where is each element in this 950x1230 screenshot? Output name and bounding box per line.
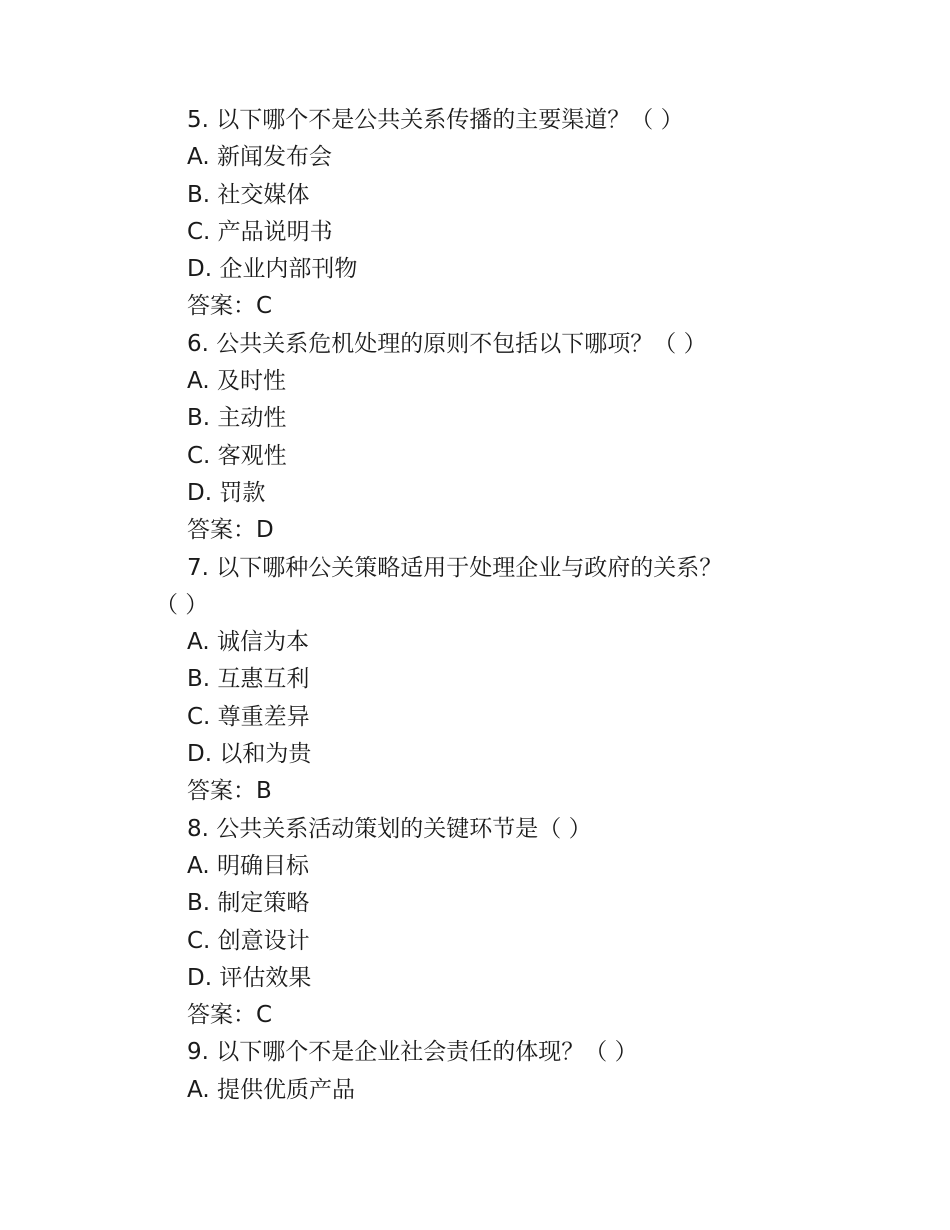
question-9-stem: 9. 以下哪个不是企业社会责任的体现？（ ） [187,1039,638,1066]
question-5-option-a: A. 新闻发布会 [187,144,332,171]
question-5-answer: 答案：C [187,293,273,320]
question-5-option-d: D. 企业内部刊物 [187,256,358,283]
question-8-stem: 8. 公共关系活动策划的关键环节是（ ） [187,815,592,842]
question-5-option-b: B. 社交媒体 [187,181,310,208]
question-6-answer: 答案：D [187,517,274,544]
question-9-option-a: A. 提供优质产品 [187,1076,355,1103]
question-6-option-d: D. 罚款 [187,479,266,506]
question-8-option-b: B. 制定策略 [187,890,310,917]
question-6-stem: 6. 公共关系危机处理的原则不包括以下哪项？（ ） [187,330,707,357]
question-8-option-a: A. 明确目标 [187,852,309,879]
question-7-option-c: C. 尊重差异 [187,703,310,730]
question-6-option-c: C. 客观性 [187,442,287,469]
question-6-option-b: B. 主动性 [187,405,287,432]
question-7-stem: 7. 以下哪种公关策略适用于处理企业与政府的关系？ [187,554,723,581]
question-5-option-c: C. 产品说明书 [187,218,333,245]
question-5-stem: 5. 以下哪个不是公共关系传播的主要渠道？（ ） [187,107,684,133]
question-7-stem-continuation: （ ） [155,591,209,618]
question-7-option-d: D. 以和为贵 [187,741,312,768]
question-8-option-d: D. 评估效果 [187,964,312,991]
question-7-option-b: B. 互惠互利 [187,666,310,693]
question-7-option-a: A. 诚信为本 [187,629,309,656]
question-list [0,102,950,1109]
question-6-option-a: A. 及时性 [187,368,286,395]
question-7-answer: 答案：B [187,778,272,805]
question-8-answer: 答案：C [187,1002,273,1029]
question-8-option-c: C. 创意设计 [187,927,310,954]
